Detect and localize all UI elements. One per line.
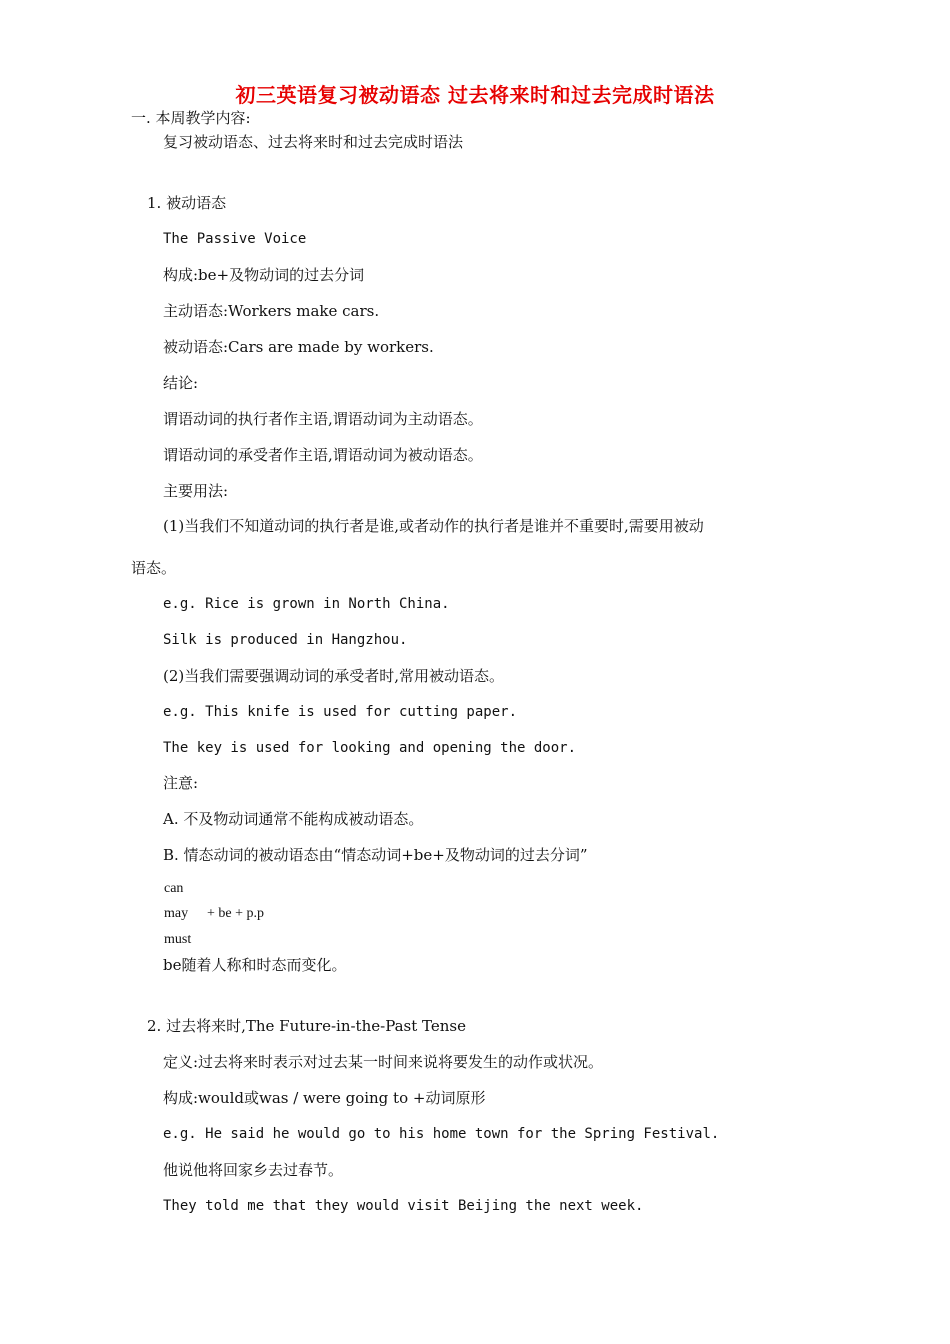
example-sentence: e.g. This knife is used for cutting paper. (163, 704, 518, 720)
section-heading: 一. 本周教学内容: (131, 109, 251, 127)
modal-verb: must (164, 932, 192, 947)
usage-rule-continued: 语态。 (131, 559, 177, 577)
note-item: A. 不及物动词通常不能构成被动语态。 (163, 810, 424, 828)
conclusion-line: 谓语动词的承受者作主语,谓语动词为被动语态。 (163, 446, 483, 464)
passive-voice-example: 被动语态:Cars are made by workers. (163, 338, 434, 356)
usage-label: 主要用法: (163, 482, 229, 500)
passive-heading: 1. 被动语态 (147, 194, 227, 212)
document-title: 初三英语复习被动语态 过去将来时和过去完成时语法 (235, 83, 715, 107)
passive-structure: 构成:be+及物动词的过去分词 (163, 266, 365, 284)
be-note: be随着人称和时态而变化。 (163, 956, 347, 974)
future-past-structure: 构成:would或was / were going to +动词原形 (163, 1089, 486, 1107)
conclusion-label: 结论: (163, 374, 199, 392)
modal-verb: can (164, 881, 184, 896)
example-translation: 他说他将回家乡去过春节。 (163, 1161, 344, 1179)
passive-english-title: The Passive Voice (163, 231, 307, 247)
conclusion-line: 谓语动词的执行者作主语,谓语动词为主动语态。 (163, 410, 483, 428)
modal-formula: + be + p.p (207, 906, 265, 921)
usage-rule: (2)当我们需要强调动词的承受者时,常用被动语态。 (163, 667, 505, 685)
note-label: 注意: (163, 774, 199, 792)
usage-rule: (1)当我们不知道动词的执行者是谁,或者动作的执行者是谁并不重要时,需要用被动 (163, 517, 704, 535)
future-past-heading: 2. 过去将来时,The Future-in-the-Past Tense (147, 1017, 466, 1035)
future-past-definition: 定义:过去将来时表示对过去某一时间来说将要发生的动作或状况。 (163, 1053, 604, 1071)
active-voice-example: 主动语态:Workers make cars. (163, 302, 380, 320)
example-sentence: e.g. Rice is grown in North China. (163, 596, 450, 612)
example-sentence: The key is used for looking and opening the door. (163, 740, 577, 756)
example-sentence: They told me that they would visit Beijing the next week. (163, 1198, 644, 1214)
modal-verb: may (164, 906, 189, 921)
example-sentence: e.g. He said he would go to his home town for the Spring Festival. (163, 1126, 720, 1142)
note-item: B. 情态动词的被动语态由“情态动词+be+及物动词的过去分词” (163, 846, 588, 864)
example-sentence: Silk is produced in Hangzhou. (163, 632, 408, 648)
section-content: 复习被动语态、过去将来时和过去完成时语法 (163, 133, 464, 151)
